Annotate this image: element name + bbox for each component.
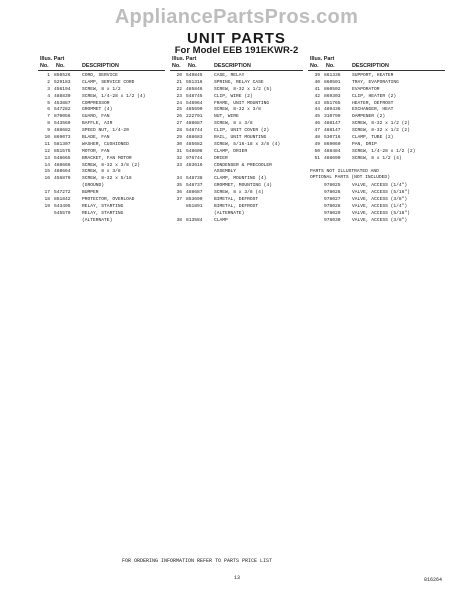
illus-number: 34 [176,176,182,182]
illus-number: 5 [47,100,50,106]
part-number: 853690 [186,197,203,203]
page-title: UNIT PARTS [187,30,286,47]
header-rule [170,70,303,71]
illus-number: 31 [176,148,182,154]
illus-number: 12 [44,148,50,154]
illus-number: 8 [47,121,50,127]
illus-number: 32 [176,155,182,161]
illus-number: 35 [176,183,182,189]
part-number: 861336 [324,73,341,78]
illus-number: 41 [314,86,320,92]
part-description: SCREW, 8 x 1/2 [82,86,121,92]
illus-number: 29 [176,135,182,141]
part-number: 529183 [54,79,71,85]
not-illustrated-note [310,169,445,182]
part-description: SUPPORT, HEATER [352,73,394,78]
part-number: 548745 [186,93,203,99]
part-description: CLAMP, SERVICE CORD [82,79,135,85]
parts-row [308,156,445,163]
part-number: 548738 [186,176,203,182]
parts-row [170,190,303,197]
header-no: No. [172,63,181,69]
part-number: 488687 [186,121,203,127]
part-description: BIMETAL, DEFROST [214,197,259,203]
illus-number: 3 [47,86,50,92]
parts-row [170,197,303,204]
illus-number: 4 [47,93,50,99]
part-number: 813584 [186,217,203,223]
illus-number: 19 [44,203,50,209]
part-description: DRIER [214,155,228,161]
illus-number: 49 [314,141,320,147]
part-number: 850526 [54,73,71,78]
header-rule [38,70,165,71]
header-no: No. [40,63,49,69]
part-description: VALVE, ACCESS (5/16") [352,210,410,216]
part-number: 488147 [324,121,341,127]
part-description: BIMETAL, DEFROST [214,203,259,209]
column-header [308,56,445,71]
parts-row [308,149,445,156]
part-number: 869073 [54,135,71,141]
part-description: CLIP, UNIT COVER (2) [214,128,270,134]
part-number: 488147 [324,128,341,134]
part-number: 547282 [54,107,71,113]
part-description: VALVE, ACCESS (3/8") [352,197,408,203]
parts-row [38,190,165,197]
part-number: 551316 [186,79,203,85]
parts-row [308,128,445,135]
parts-row [38,156,165,163]
part-description: SCREW, 8 x 3/8 [214,121,253,127]
part-description: SCREW, 8-32 x 1/2 (2) [352,121,410,127]
part-description: SCREW, 5/16-18 x 3/8 (4) [214,141,281,147]
illus-number: 36 [176,190,182,196]
document-code: 816264 [424,577,443,583]
part-description: SCREW, 1/4-28 x 1/2 (2) [352,148,416,154]
parts-row [38,197,165,204]
part-description: BUMPER [82,190,99,196]
part-description: COMPRESSOR [82,100,110,106]
header-illus: Illus. Part [40,56,65,62]
illus-number: 33 [176,162,182,168]
parts-row [308,211,445,218]
part-description: SCREW, 8-32 x 3/8 [214,107,261,113]
part-description: VALVE, ACCESS (3/8") [352,217,408,223]
part-description: NUT, WIRE [214,114,239,120]
illus-number: 9 [47,128,50,134]
part-number: 851842 [54,197,71,203]
illus-number: 26 [176,114,182,120]
part-description: CONDENSER & PRECOOLER [214,162,272,168]
parts-row [308,87,445,94]
part-description: RELAY, STARTING [82,203,124,209]
illus-number: 15 [44,169,50,175]
parts-row [38,87,165,94]
part-number: 581307 [54,141,71,147]
illus-number: 38 [176,217,182,223]
part-number: 978027 [324,197,341,203]
part-number: 978030 [324,217,341,223]
part-number: 489436 [324,107,341,113]
part-number: 483616 [186,162,203,168]
parts-row [170,149,303,156]
part-description: SCREW, 8-32 x 5/16 [82,176,132,182]
header-description: DESCRIPTION [214,63,251,69]
part-description: CLIP, HEATER (2) [352,93,397,99]
parts-list [308,73,445,163]
part-number: 869303 [324,93,341,99]
illus-number: 17 [44,190,50,196]
part-description: CORD, SERVICE [82,73,118,78]
parts-row [170,94,303,101]
header-no: No. [310,63,319,69]
part-number: 456194 [54,86,71,92]
part-number: 547272 [54,190,71,196]
illus-number: 46 [314,121,320,127]
illus-number: 28 [176,128,182,134]
header-illus: Illus. Part [310,56,335,62]
optional-parts-list [308,183,445,224]
part-number: 453887 [54,100,71,106]
part-description: HEATER, DEFROST [352,100,394,106]
parts-column-2 [170,56,303,225]
column-header [38,56,165,71]
parts-column-3 [308,56,445,225]
illus-number: 48 [314,135,320,141]
parts-row [170,163,303,170]
parts-list [38,73,165,225]
part-description: DAMPENER (2) [352,114,386,120]
illus-number: 45 [314,114,320,120]
illus-number: 11 [44,141,50,147]
page-number: 13 [234,575,241,581]
part-description: SPEED NUT, 1/4-20 [82,128,129,134]
part-number: 978025 [324,183,341,189]
part-number: 488682 [54,128,71,134]
column-header [170,56,303,71]
parts-row [38,218,165,225]
part-number: 548608 [186,148,203,154]
illus-number: 50 [314,148,320,154]
illus-number: 47 [314,128,320,134]
parts-row [308,142,445,149]
illus-number: 25 [176,107,182,113]
part-number: 485690 [186,107,203,113]
part-description: EXCHANGER, HEAT [352,107,394,113]
parts-row [308,204,445,211]
parts-row [170,128,303,135]
part-description: BLADE, FAN [82,135,110,141]
parts-row [170,204,303,211]
part-number: 488683 [186,135,203,141]
part-description: RAIL, UNIT MOUNTING [214,135,267,141]
parts-row [38,142,165,149]
parts-list [170,73,303,225]
parts-row [170,73,303,80]
illus-number: 6 [47,107,50,113]
parts-row [170,87,303,94]
part-number: 860502 [324,86,341,92]
illus-number: 30 [176,141,182,147]
part-description: WASHER, CUSHIONED [82,141,129,147]
part-number: 851891 [186,203,203,209]
part-number: 549845 [186,73,203,78]
part-description: SCREW, 8-32 x 3/8 (2) [82,162,140,168]
header-description: DESCRIPTION [352,63,389,69]
header-part-no: No. [326,63,335,69]
parts-row [38,135,165,142]
illus-number: 40 [314,79,320,85]
illus-number: 23 [176,93,182,99]
note-line: OPTIONAL PARTS (NOT INCLUDED) [310,174,390,180]
illus-number: 21 [176,79,182,85]
part-number: 869060 [324,141,341,147]
part-description: SCREW, 8-32 x 1/2 (5) [214,86,272,92]
parts-row [38,80,165,87]
parts-row [170,80,303,87]
parts-row [38,149,165,156]
header-part-no: No. [188,63,197,69]
part-description: CLAMP, TUBE (2) [352,135,394,141]
illus-number: 44 [314,107,320,113]
part-description: GROMMET, MOUNTING (4) [214,183,272,189]
part-description: PROTECTOR, OVERLOAD [82,197,135,203]
part-number: 543569 [54,121,71,127]
parts-row [308,80,445,87]
part-number: 548737 [186,183,203,189]
illus-number: 22 [176,86,182,92]
part-description: ASSEMBLY [214,169,237,175]
part-description: RELAY, STARTING [82,210,124,216]
parts-row [38,128,165,135]
model-subtitle: For Model EEB 191EKWR-2 [174,45,299,56]
parts-row [308,73,445,80]
part-number: 530716 [324,135,341,141]
part-number: 456879 [54,176,71,182]
part-number: 978026 [324,190,341,196]
part-description: FRAME, UNIT MOUNTING [214,100,270,106]
illus-number: 20 [176,73,182,78]
part-description: SCREW, 1/4-28 x 1/2 (4) [82,93,146,99]
part-number: 548964 [186,100,203,106]
illus-number: 1 [47,73,50,78]
illus-number: 27 [176,121,182,127]
parts-row [308,135,445,142]
parts-column-1 [38,56,165,225]
illus-number: 51 [314,155,320,161]
part-description: PAN, DRIP [352,141,377,147]
part-number: 488830 [54,93,71,99]
part-description: CLAMP, DRIER [214,148,248,154]
part-description: EVAPORATOR [352,86,380,92]
part-description: CLAMP [214,217,228,223]
header-illus: Illus. Part [172,56,197,62]
part-number: 488690 [324,155,341,161]
part-description: CASE, RELAY [214,73,245,78]
illus-number: 42 [314,93,320,99]
part-number: 851765 [324,100,341,106]
part-description: GUARD, FAN [82,114,110,120]
part-description: BRACKET, FAN MOTOR [82,155,132,161]
part-number: 545579 [54,210,71,216]
watermark: AppliancePartsPros.com [114,6,359,28]
part-description: (ALTERNATE) [214,210,245,216]
illus-number: 37 [176,197,182,203]
illus-number: 10 [44,135,50,141]
part-number: 978028 [324,204,341,210]
parts-row [170,135,303,142]
part-number: 870056 [54,114,71,120]
part-description: CLAMP, MOUNTING (4) [214,176,267,182]
part-description: VALVE, ACCESS (1/4") [352,183,408,189]
part-number: 543495 [54,203,71,209]
illus-number: 7 [47,114,50,120]
part-number: 976744 [186,155,203,161]
part-description: VALVE, ACCESS (5/16") [352,190,410,196]
part-description: TRAY, EVAPORATING [352,79,399,85]
illus-number: 43 [314,100,320,106]
part-number: 851575 [54,148,71,154]
header-description: DESCRIPTION [82,63,119,69]
parts-row [170,218,303,225]
part-description: (ALTERNATE) [82,217,113,223]
illus-number: 39 [314,73,320,78]
parts-row [38,204,165,211]
part-number: 548665 [54,155,71,161]
part-number: 488484 [324,148,341,154]
parts-row [308,218,445,225]
header-part-no: No. [56,63,65,69]
parts-row [38,211,165,218]
illus-number: 2 [47,79,50,85]
ordering-footer: FOR ORDERING INFORMATION REFER TO PARTS PRICE LIST [122,558,273,564]
part-number: 488664 [54,169,71,175]
part-number: 310799 [324,114,341,120]
part-number: 860501 [324,79,341,85]
part-description: (GROUND) [82,183,105,189]
part-description: VALVE, ACCESS (1/4") [352,204,408,210]
part-number: 548744 [186,128,203,134]
part-number: 485682 [186,141,203,147]
part-description: SCREW, 8 x 3/8 [82,169,121,175]
part-number: 488666 [54,162,71,168]
part-description: CLIP, WIRE (2) [214,93,253,99]
illus-number: 16 [44,176,50,182]
part-number: 222791 [186,114,203,120]
part-number: 978029 [324,210,341,216]
parts-row [38,73,165,80]
part-description: SCREW, 8 x 1/2 (4) [352,155,402,161]
part-description: SCREW, 8-32 x 1/2 (2) [352,128,410,134]
part-description: SPRING, RELAY CASE [214,79,264,85]
part-description: GROMMET (4) [82,107,113,113]
parts-row [170,211,303,218]
illus-number: 14 [44,162,50,168]
header-rule [308,70,445,71]
parts-row [308,94,445,101]
note-line: PARTS NOT ILLUSTRATED AND [310,168,379,174]
part-number: 488687 [186,190,203,196]
part-description: SCREW, 8 x 3/8 (4) [214,190,264,196]
part-number: 485846 [186,86,203,92]
illus-number: 18 [44,197,50,203]
parts-row [170,156,303,163]
parts-row [38,94,165,101]
part-description: BAFFLE, AIR [82,121,113,127]
parts-row [170,142,303,149]
illus-number: 24 [176,100,182,106]
illus-number: 13 [44,155,50,161]
part-description: MOTOR, FAN [82,148,110,154]
